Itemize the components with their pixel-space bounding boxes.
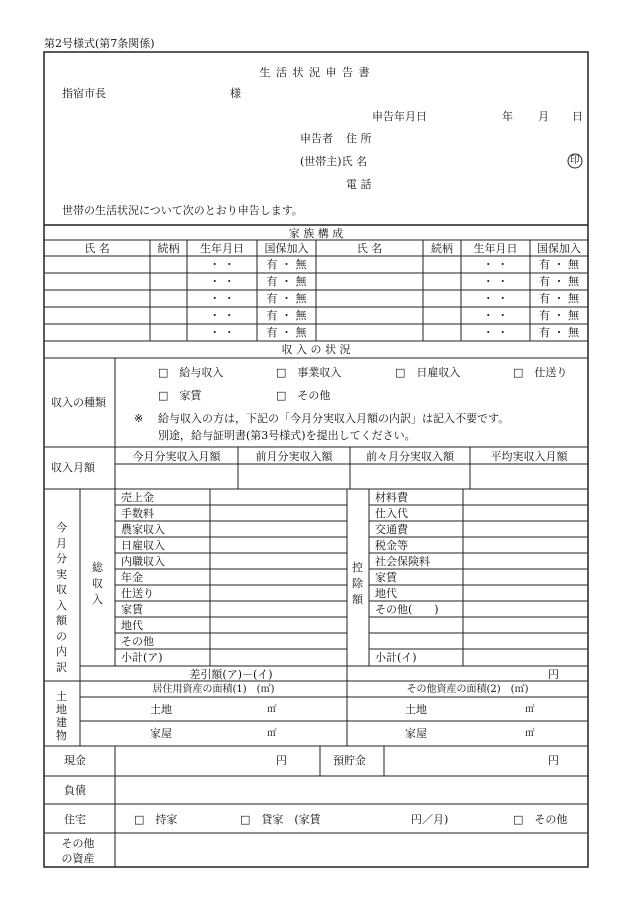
income-type-rent[interactable]: □ 家賃 — [158, 389, 202, 402]
phone-label: 電 話 — [346, 178, 372, 191]
housing-owned-checkbox[interactable]: □ 持家 — [134, 813, 178, 826]
monthly-col-average: 平均実収入月額 — [490, 450, 568, 463]
gross-item: 年金 — [121, 571, 143, 584]
family-col-birth: 生年月日 — [200, 242, 244, 255]
family-col-name: 氏 名 — [84, 242, 110, 255]
gross-item: 仕送り — [121, 587, 154, 600]
rent-unit: 円／月) — [411, 813, 449, 826]
deduction-label: 控除額 — [352, 561, 363, 606]
difference-label: 差引額(ア)－(イ) — [189, 668, 273, 681]
family-col-birth-2: 生年月日 — [473, 242, 518, 255]
birth-date-dots: ・ ・ — [209, 292, 235, 305]
breakdown-side-label: 今月分実収入額の内訳 — [56, 521, 67, 674]
gross-item: 日雇収入 — [121, 539, 165, 552]
monthly-col-last: 前月分実収入額 — [255, 450, 333, 463]
family-col-relation: 続柄 — [157, 242, 180, 255]
housing-rented-checkbox[interactable]: □ 貸家 (家賃 — [240, 813, 321, 826]
housing-other-checkbox[interactable]: □ その他 — [513, 813, 568, 826]
insurance-choice[interactable]: 有 ・ 無 — [266, 292, 307, 305]
address-label: 住 所 — [346, 132, 372, 145]
cash-label: 現金 — [64, 754, 86, 767]
residence-land-unit: ㎡ — [267, 704, 277, 715]
gross-item: 家賃 — [121, 603, 143, 616]
insurance-choice[interactable]: 有 ・ 無 — [266, 258, 307, 271]
deduction-item: 仕入代 — [375, 507, 408, 520]
income-heading: 収 入 の 状 況 — [281, 343, 351, 356]
cash-yen: 円 — [276, 754, 287, 767]
date-label: 申告年月日 — [372, 110, 427, 123]
housing-label: 住宅 — [64, 813, 86, 826]
savings-label: 預貯金 — [333, 754, 366, 767]
date-month: 月 — [538, 110, 549, 123]
other-assets-label: その他の資産 — [61, 837, 95, 865]
insurance-choice-2[interactable]: 有 ・ 無 — [539, 258, 579, 271]
insurance-choice[interactable]: 有 ・ 無 — [266, 326, 307, 339]
family-col-relation-2: 続柄 — [431, 242, 453, 255]
gross-item: 売上金 — [121, 491, 154, 504]
birth-date-dots-2: ・ ・ — [482, 258, 509, 271]
birth-date-dots: ・ ・ — [209, 309, 235, 322]
family-heading: 家 族 構 成 — [288, 227, 344, 240]
income-note-1: 給与収入の方は，下記の「今月分実収入月額の内訳」は記入不要です。 — [158, 412, 510, 425]
date-day: 日 — [572, 110, 583, 123]
residence-house-unit: ㎡ — [267, 728, 277, 739]
deduction-item: その他( ) — [375, 603, 439, 616]
applicant-label: 申告者 — [300, 132, 333, 145]
other-house-label: 家屋 — [405, 727, 427, 740]
deduction-item: 材料費 — [375, 491, 408, 504]
addressee: 指宿市長 — [62, 87, 106, 100]
difference-yen: 円 — [548, 668, 559, 681]
monthly-col-prev: 前々月分実収入額 — [366, 450, 454, 463]
income-type-salary[interactable]: □ 給与収入 — [158, 366, 224, 379]
deduction-item: 地代 — [375, 587, 397, 600]
family-col-name-2: 氏 名 — [356, 242, 383, 255]
birth-date-dots-2: ・ ・ — [482, 292, 509, 305]
insurance-choice-2[interactable]: 有 ・ 無 — [539, 292, 579, 305]
other-land-label: 土地 — [405, 703, 427, 716]
birth-date-dots-2: ・ ・ — [482, 275, 509, 288]
form-title: 生 活 状 況 申 告 書 — [259, 66, 371, 79]
birth-date-dots: ・ ・ — [209, 326, 235, 339]
birth-date-dots-2: ・ ・ — [482, 326, 509, 339]
deduction-item: 社会保険料 — [375, 555, 430, 568]
other-area-header: その他資産の面積(2) (㎡) — [406, 684, 529, 695]
honorific: 様 — [230, 87, 241, 100]
income-type-daily[interactable]: □ 日雇収入 — [395, 366, 461, 379]
deduction-item: 税金等 — [375, 539, 408, 552]
gross-income-label: 総収入 — [92, 561, 103, 606]
deduction-item: 交通費 — [375, 523, 408, 536]
insurance-choice[interactable]: 有 ・ 無 — [266, 275, 307, 288]
insurance-choice-2[interactable]: 有 ・ 無 — [539, 275, 579, 288]
income-type-other[interactable]: □ その他 — [276, 389, 331, 402]
birth-date-dots: ・ ・ — [209, 258, 235, 271]
residence-area-header: 居住用資産の面積(1) (㎡) — [152, 684, 275, 695]
income-note-2: 別途，給与証明書(第3号様式)を提出してください。 — [158, 429, 416, 442]
monthly-income-label: 収入月額 — [51, 461, 95, 474]
seal-mark: 印 — [570, 155, 580, 166]
insurance-choice[interactable]: 有 ・ 無 — [266, 309, 307, 322]
insurance-choice-2[interactable]: 有 ・ 無 — [539, 326, 579, 339]
deduction-item: 家賃 — [375, 571, 397, 584]
gross-item: 地代 — [121, 619, 143, 632]
birth-date-dots: ・ ・ — [209, 275, 235, 288]
declaration-text: 世帯の生活状況について次のとおり申告します。 — [62, 204, 303, 217]
residence-land-label: 土地 — [150, 703, 172, 716]
other-house-unit: ㎡ — [525, 728, 535, 739]
insurance-choice-2[interactable]: 有 ・ 無 — [539, 309, 579, 322]
residence-house-label: 家屋 — [150, 727, 172, 740]
debt-label: 負債 — [64, 784, 86, 797]
income-type-remittance[interactable]: □ 仕送り — [513, 366, 568, 379]
gross-item: 農家収入 — [121, 523, 165, 536]
deduction-item: 小計(イ) — [375, 651, 417, 664]
form-number: 第2号様式(第7条関係) — [44, 37, 155, 50]
other-land-unit: ㎡ — [525, 704, 535, 715]
monthly-col-this: 今月分実収入月額 — [132, 450, 221, 463]
income-type-label: 収入の種類 — [51, 396, 106, 409]
date-year: 年 — [502, 110, 513, 123]
gross-item: 手数料 — [121, 507, 154, 520]
birth-date-dots-2: ・ ・ — [482, 309, 509, 322]
gross-item: 内職収入 — [121, 555, 165, 568]
income-type-business[interactable]: □ 事業収入 — [276, 366, 342, 379]
family-col-insurance-2: 国保加入 — [537, 242, 581, 255]
gross-item: 小計(ア) — [121, 651, 163, 664]
family-col-insurance: 国保加入 — [264, 242, 309, 255]
gross-item: その他 — [121, 635, 154, 648]
savings-yen: 円 — [548, 754, 559, 767]
land-side-label: 土地建物 — [56, 690, 67, 742]
note-mark: ※ — [134, 412, 144, 425]
head-name-label: (世帯主)氏 名 — [300, 155, 368, 168]
